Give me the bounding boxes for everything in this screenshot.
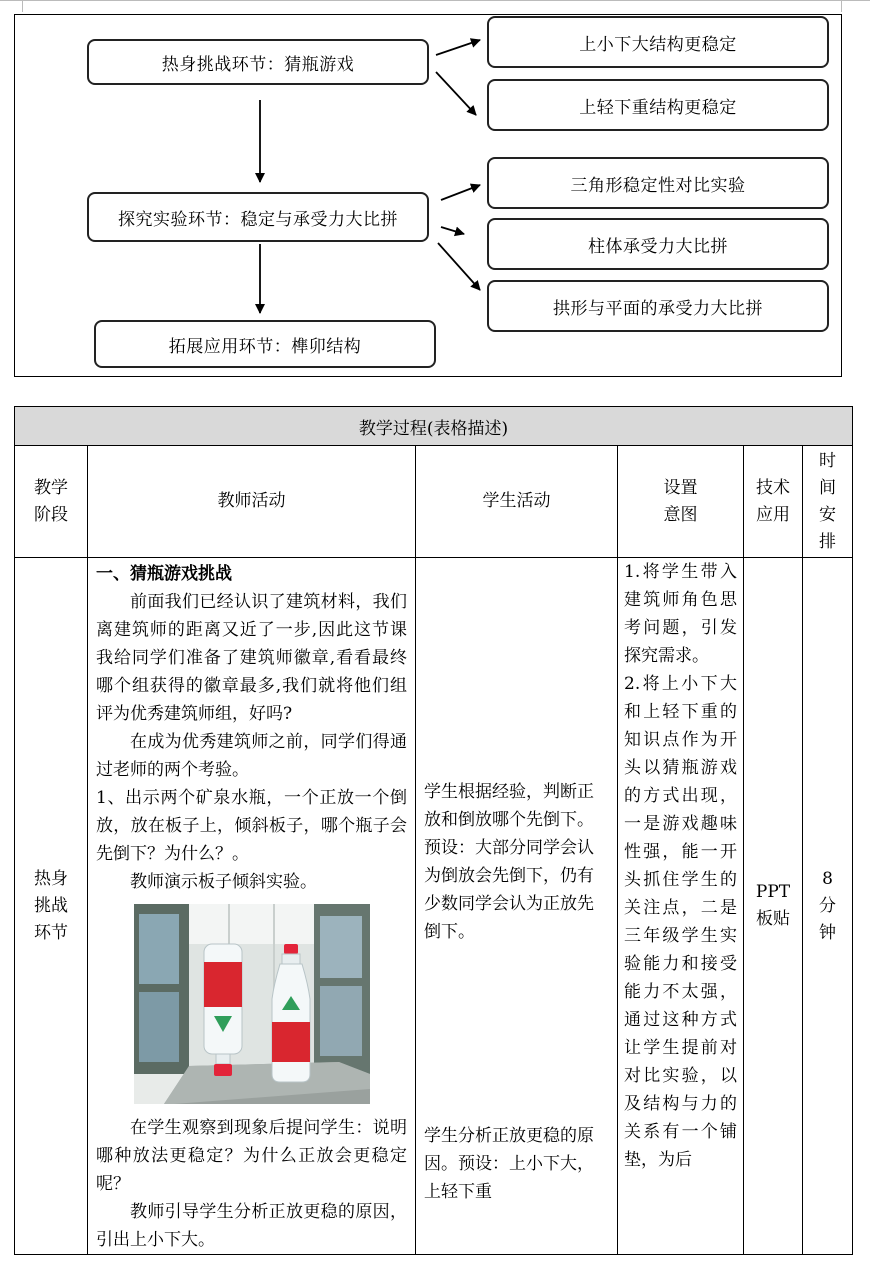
spacer — [424, 946, 609, 1122]
teaching-process-table — [14, 406, 853, 1255]
tech-text: PPT板贴 — [755, 882, 791, 929]
header-stage — [15, 446, 88, 558]
cell-student-activity — [416, 558, 618, 1255]
arrow — [436, 40, 480, 55]
section-heading: 一、猜瓶游戏挑战 — [96, 564, 232, 584]
flow-branch-label: 上小下大结构更稳定 — [579, 34, 737, 55]
arrow — [441, 185, 480, 200]
header-teacher — [88, 446, 416, 558]
teacher-paragraph: 1、出示两个矿泉水瓶，一个正放一个倒放，放在板子上，倾斜板子，哪个瓶子会先倒下？为什么？。 — [96, 788, 407, 864]
arrow — [438, 243, 480, 290]
flow-branch-label: 三角形稳定性对比实验 — [570, 175, 746, 196]
table-title — [15, 407, 853, 446]
design-paragraph: 1.将学生带入建筑师角色思考问题，引发探究需求。 — [624, 562, 737, 666]
bottle-experiment-photo — [134, 904, 370, 1104]
flow-stage-label: 热身挑战环节：猜瓶游戏 — [161, 54, 355, 75]
header-time-text: 时间安排 — [819, 450, 837, 552]
student-paragraph: 学生分析正放更稳的原因。预设：上小下大，上轻下重 — [424, 1126, 594, 1202]
teacher-paragraph: 前面我们已经认识了建筑材料，我们离建筑师的距离又近了一步,因此这节课我给同学们准备了建筑师徽章,看看最终哪个组获得的徽章最多,我们就将他们组评为优秀建筑师组，好吗? — [96, 592, 407, 724]
cell-design-intent — [618, 558, 744, 1255]
flow-branch-label: 拱形与平面的承受力大比拼 — [553, 298, 763, 319]
design-paragraph: 2.将上小下大和上轻下重的知识点作为开头以猜瓶游戏的方式出现，一是游戏趣味性强，能一开头抓住学生的关注点，二是三年级学生实验能力和接受能力不太强，通过这种方式让学生提前对对比实验，以及结构与力的关系有一个铺垫，为后 — [624, 674, 737, 1170]
header-tech-text: 技术应用 — [756, 477, 790, 525]
cell-tech — [744, 558, 803, 1255]
header-student — [416, 446, 618, 558]
flow-stage-label: 拓展应用环节：榫卯结构 — [168, 336, 362, 357]
spacer — [424, 558, 609, 778]
arrow — [436, 72, 476, 115]
header-teacher-text: 教师活动 — [217, 491, 286, 511]
teacher-paragraph: 在学生观察到现象后提问学生：说明哪种放法更稳定？为什么正放会更稳定呢？ — [96, 1118, 407, 1194]
flow-branch-label: 上轻下重结构更稳定 — [579, 97, 737, 118]
flowchart-arrows — [0, 0, 870, 400]
flow-branch-label: 柱体承受力大比拼 — [588, 236, 728, 257]
stage-text: 热身挑战环节 — [34, 868, 68, 943]
header-tech — [744, 446, 803, 558]
header-time — [803, 446, 853, 558]
teacher-paragraph: 在成为优秀建筑师之前，同学们得通过老师的两个考验。 — [96, 732, 407, 780]
cell-teacher-activity — [88, 558, 416, 1255]
arrow — [441, 227, 464, 234]
header-stage-text: 教学阶段 — [34, 477, 68, 525]
cell-time — [803, 558, 853, 1255]
table-title-text: 教学过程(表格描述) — [358, 418, 509, 439]
student-paragraph: 学生根据经验，判断正放和倒放哪个先倒下。预设：大部分同学会认为倒放会先倒下，仍有少数同学会认为正放先倒下。 — [424, 782, 594, 942]
teacher-paragraph: 教师引导学生分析正放更稳的原因，引出上小下大。 — [96, 1202, 407, 1250]
cell-stage — [15, 558, 88, 1255]
header-design — [618, 446, 744, 558]
teacher-paragraph: 教师演示板子倾斜实验。 — [130, 872, 317, 892]
time-text: 8分钟 — [819, 868, 837, 943]
header-design-text: 设置意图 — [663, 477, 698, 525]
header-student-text: 学生活动 — [482, 491, 551, 511]
flow-stage-label: 探究实验环节：稳定与承受力大比拼 — [118, 209, 398, 230]
